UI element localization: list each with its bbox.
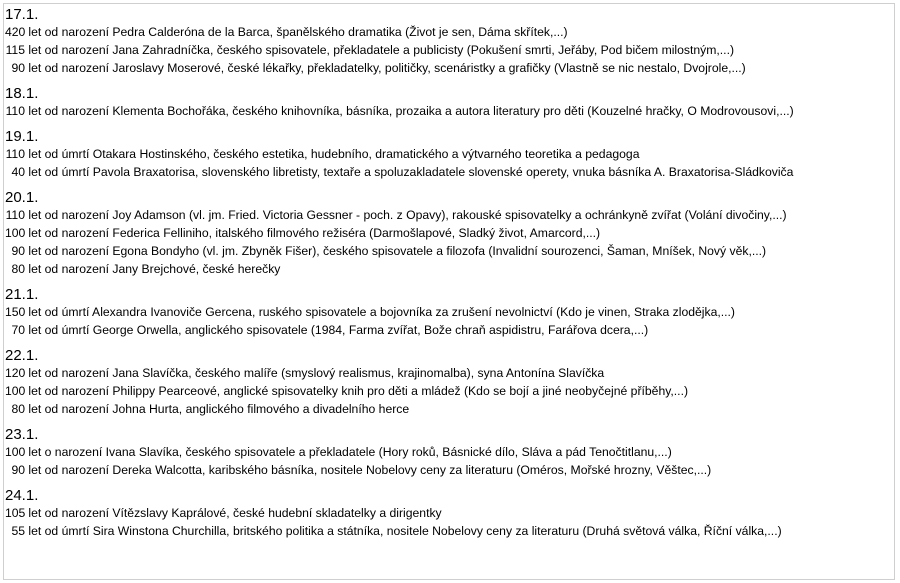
anniversary-entry xyxy=(5,59,891,77)
anniversary-text: let od narození Philippy Pearceové, anglické spisovatelky knih pro děti a mládež (Kdo se bojí a jiné neobyčejné příběhy,...) xyxy=(25,384,689,398)
anniversary-years: 420 xyxy=(5,25,26,39)
anniversary-entry xyxy=(5,504,891,522)
anniversary-years: 90 xyxy=(11,463,25,477)
anniversary-text: let od narození Joy Adamson (vl. jm. Fried. Victoria Gessner - poch. z Opavy), rakouské spisovatelky a ochránkyně zvířat (Volání divočiny,...) xyxy=(25,208,787,222)
anniversary-text: let od úmrtí Sira Winstona Churchilla, britského politika a státníka, nositele Nobelovy ceny za literaturu (Druhá světová válka, Říční válka,...) xyxy=(25,524,782,538)
anniversary-entry xyxy=(5,163,891,181)
day-date-heading: 19.1. xyxy=(5,128,39,145)
anniversary-entry xyxy=(5,145,891,163)
day-date-heading: 23.1. xyxy=(5,426,39,443)
anniversary-list xyxy=(5,6,891,548)
day-block xyxy=(5,189,891,278)
day-date-heading: 24.1. xyxy=(5,487,39,504)
anniversary-entry xyxy=(5,206,891,224)
anniversary-entry xyxy=(5,443,891,461)
anniversary-text: let od narození Jany Brejchové, české herečky xyxy=(25,262,281,276)
day-date-heading: 21.1. xyxy=(5,286,39,303)
anniversary-years: 100 xyxy=(5,384,26,398)
anniversary-years: 80 xyxy=(11,262,25,276)
anniversary-entry xyxy=(5,382,891,400)
anniversary-text: let od narození Klementa Bochořáka, českého knihovníka, básníka, prozaika a autora literatury pro děti (Kouzelné hračky, O Modrovousovi,...) xyxy=(25,104,794,118)
anniversary-years: 110 xyxy=(5,147,25,161)
day-block xyxy=(5,85,891,120)
anniversary-entry xyxy=(5,242,891,260)
anniversary-entry xyxy=(5,224,891,242)
anniversary-years: 80 xyxy=(11,402,25,416)
anniversary-years: 90 xyxy=(11,244,25,258)
anniversary-entry xyxy=(5,461,891,479)
anniversary-text: let od narození Pedra Calderóna de la Barca, španělského dramatika (Život je sen, Dáma skřítek,...) xyxy=(25,25,568,39)
anniversary-entry xyxy=(5,364,891,382)
day-block xyxy=(5,347,891,418)
anniversary-text: let od úmrtí Otakara Hostinského, českého estetika, hudebního, dramatického a výtvarného teoretika a pedagoga xyxy=(25,147,640,161)
anniversary-entry xyxy=(5,102,891,120)
anniversary-entry xyxy=(5,400,891,418)
day-block xyxy=(5,487,891,540)
anniversary-text: let od narození Jaroslavy Moserové, české lékařky, překladatelky, političky, scenáristky a grafičky (Vlastně se nic nestalo, Dvojrole,...) xyxy=(25,61,746,75)
anniversary-text: let od narození Jana Slavíčka, českého malíře (smyslový realismus, krajinomalba), syna Antonína Slavíčka xyxy=(25,366,605,380)
anniversary-text: let od narození Jana Zahradníčka, českého spisovatele, překladatele a publicisty (Pokušení smrti, Jeřáby, Pod bičem milostným,...) xyxy=(25,43,735,57)
anniversary-entry xyxy=(5,522,891,540)
anniversary-text: let o narození Ivana Slavíka, českého spisovatele a překladatele (Hory roků, Básnické dílo, Sláva a pád Tenočtitlanu,...) xyxy=(25,445,672,459)
anniversary-entry xyxy=(5,41,891,59)
anniversary-entry xyxy=(5,260,891,278)
day-date-heading: 17.1. xyxy=(5,6,39,23)
anniversary-text: let od narození Dereka Walcotta, karibského básníka, nositele Nobelovy ceny za literaturu (Oméros, Mořské hrozny, Věštec,...) xyxy=(25,463,712,477)
anniversary-years: 40 xyxy=(11,165,25,179)
anniversary-text: let od narození Johna Hurta, anglického filmového a divadelního herce xyxy=(25,402,410,416)
anniversary-years: 70 xyxy=(11,323,25,337)
day-block xyxy=(5,128,891,181)
day-block xyxy=(5,6,891,77)
anniversary-years: 100 xyxy=(5,226,26,240)
anniversary-years: 110 xyxy=(5,208,25,222)
anniversary-entry xyxy=(5,321,891,339)
anniversary-years: 150 xyxy=(5,305,26,319)
anniversary-years: 90 xyxy=(11,61,25,75)
anniversary-years: 120 xyxy=(5,366,26,380)
day-date-heading: 22.1. xyxy=(5,347,39,364)
day-block xyxy=(5,286,891,339)
anniversary-years: 105 xyxy=(5,506,26,520)
day-block xyxy=(5,426,891,479)
anniversary-years: 115 xyxy=(5,43,25,57)
anniversary-text: let od úmrtí Alexandra Ivanoviče Gercena, ruského spisovatele a bojovníka za zrušení nevolnictví (Kdo je vinen, Straka zlodějka,...) xyxy=(25,305,735,319)
anniversary-entry xyxy=(5,23,891,41)
day-date-heading: 20.1. xyxy=(5,189,39,206)
anniversary-years: 100 xyxy=(5,445,26,459)
anniversary-entry xyxy=(5,303,891,321)
anniversary-text: let od narození Vítězslavy Kaprálové, české hudební skladatelky a dirigentky xyxy=(25,506,442,520)
day-date-heading: 18.1. xyxy=(5,85,39,102)
anniversary-text: let od úmrtí Pavola Braxatorisa, slovenského libretisty, textaře a spoluzakladatele slovenské operety, vnuka básníka A. Braxatorisa-Sládkoviča xyxy=(25,165,794,179)
anniversary-text: let od úmrtí George Orwella, anglického spisovatele (1984, Farma zvířat, Bože chraň aspidistru, Farářova dcera,...) xyxy=(25,323,649,337)
anniversary-years: 55 xyxy=(11,524,25,538)
anniversary-text: let od narození Federica Felliniho, italského filmového režiséra (Darmošlapové, Sladký život, Amarcord,...) xyxy=(25,226,601,240)
anniversary-years: 110 xyxy=(5,104,25,118)
anniversary-text: let od narození Egona Bondyho (vl. jm. Zbyněk Fišer), českého spisovatele a filozofa (Invalidní sourozenci, Šaman, Mníšek, Nový věk,...) xyxy=(25,244,767,258)
